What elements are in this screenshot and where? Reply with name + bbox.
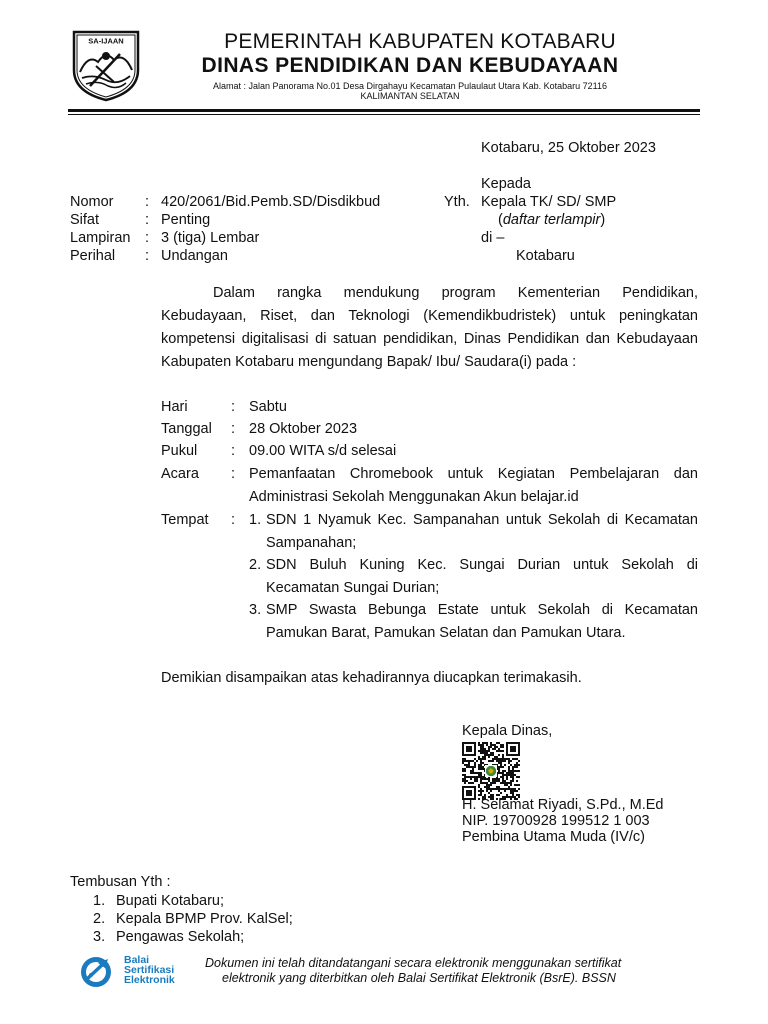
body-line-4: Kabupaten Kotabaru mengundang Bapak/ Ibu/ Saudara(i) pada : (161, 354, 577, 370)
body-line-3: kompetensi digitalisasi di satuan pendidikan, Dinas Pendidikan dan Kebudayaan (161, 331, 698, 347)
body-line-2: Kebudayaan, Riset, dan Teknologi (Kemendikbudristek) untuk peningkatan (161, 308, 698, 324)
meta-sifat-value: Penting (161, 212, 211, 228)
detail-pukul-value: 09.00 WITA s/d selesai (249, 443, 397, 459)
signatory-rank: Pembina Utama Muda (IV/c) (462, 829, 645, 845)
place-line-1: SDN 1 Nyamuk Kec. Sampanahan untuk Sekolah di Kecamatan (266, 512, 698, 528)
meta-lampiran-label: Lampiran (70, 230, 131, 246)
place-line-2: Pamukan Barat, Pamukan Selatan dan Pamukan Utara. (266, 625, 626, 641)
esign-note-line-2: elektronik yang diterbitkan oleh Balai Sertifikat Elektronik (BsrE). BSSN (222, 971, 616, 985)
closing-sentence: Demikian disampaikan atas kehadirannya diucapkan terimakasih. (161, 670, 582, 686)
cc-item: Pengawas Sekolah; (116, 929, 245, 945)
recipient-yth: Yth. (444, 194, 470, 210)
office-address: Alamat : Jalan Panorama No.01 Desa Dirgahayu Kecamatan Pulaulaut Utara Kab. Kotabaru 72116 (212, 81, 608, 91)
body-line-1: Dalam rangka mendukung program Kementerian Pendidikan, (213, 285, 698, 301)
detail-acara-line-2: Administrasi Sekolah Menggunakan Akun belajar.id (249, 489, 579, 505)
detail-acara-label: Acara (161, 466, 199, 482)
meta-colon: : (145, 212, 150, 228)
place-line-2: Sampanahan; (266, 535, 357, 551)
meta-colon: : (145, 230, 150, 246)
recipient-di: di – (481, 230, 505, 246)
meta-colon: : (145, 248, 150, 264)
office-name: DINAS PENDIDIKAN DAN KEBUDAYAAN (201, 54, 619, 77)
meta-colon: : (145, 194, 150, 210)
place-line-1: SMP Swasta Bebunga Estate untuk Sekolah di Kecamatan (266, 602, 698, 618)
cc-number: 2. (93, 911, 106, 927)
letter-date: Kotabaru, 25 Oktober 2023 (481, 140, 656, 156)
signature-title: Kepala Dinas, (462, 723, 553, 739)
meta-sifat-label: Sifat (70, 212, 100, 228)
detail-colon: : (231, 466, 236, 482)
recipient-note: (daftar terlampir) (498, 212, 606, 228)
recipient-place: Kotabaru (516, 248, 575, 264)
detail-acara-line-1: Pemanfaatan Chromebook untuk Kegiatan Pembelajaran dan (249, 466, 698, 482)
bsre-label-line-2: Sertifikasi (124, 964, 175, 976)
detail-colon: : (231, 399, 236, 415)
bsre-label-line-3: Elektronik (124, 974, 175, 986)
meta-lampiran-value: 3 (tiga) Lembar (161, 230, 260, 246)
letterhead-rule-thin (68, 114, 700, 115)
place-number: 1. (249, 512, 262, 528)
cc-number: 3. (93, 929, 106, 945)
recipient-kepada: Kepada (481, 176, 531, 192)
emblem-lettering: SA-IJAAN (88, 36, 124, 46)
signatory-nip: NIP. 19700928 199512 1 003 (462, 813, 650, 829)
detail-tanggal-value: 28 Oktober 2023 (249, 421, 358, 437)
meta-nomor-value: 420/2061/Bid.Pemb.SD/Disdikbud (161, 194, 381, 210)
place-number: 3. (249, 602, 262, 618)
cc-item: Kepala BPMP Prov. KalSel; (116, 911, 293, 927)
meta-nomor-label: Nomor (70, 194, 114, 210)
meta-perihal-label: Perihal (70, 248, 116, 264)
detail-pukul-label: Pukul (161, 443, 198, 459)
recipient-name: Kepala TK/ SD/ SMP (481, 194, 617, 210)
detail-colon: : (231, 443, 236, 459)
detail-colon: : (231, 421, 236, 437)
place-line-2: Kecamatan Sungai Durian; (266, 580, 440, 596)
detail-tanggal-label: Tanggal (161, 421, 212, 437)
bsre-logo-icon (78, 953, 118, 989)
detail-colon: : (231, 512, 236, 528)
cc-item: Bupati Kotabaru; (116, 893, 225, 909)
government-name: PEMERINTAH KABUPATEN KOTABARU (224, 30, 616, 53)
detail-hari-value: Sabtu (249, 399, 287, 415)
place-number: 2. (249, 557, 262, 573)
meta-perihal-value: Undangan (161, 248, 228, 264)
detail-tempat-label: Tempat (161, 512, 209, 528)
qr-code-signature-icon (462, 742, 520, 800)
signatory-name: H. Selamat Riyadi, S.Pd., M.Ed (462, 797, 664, 813)
cc-heading: Tembusan Yth : (70, 874, 171, 890)
bsre-label-line-1: Balai (124, 954, 150, 966)
recipient-note-text: daftar terlampir (502, 212, 601, 228)
detail-hari-label: Hari (161, 399, 188, 415)
letterhead-rule-thick (68, 109, 700, 112)
place-line-1: SDN Buluh Kuning Kec. Sungai Durian untuk Sekolah di (266, 557, 698, 573)
office-province: KALIMANTAN SELATAN (360, 91, 460, 101)
esign-note-line-1: Dokumen ini telah ditandatangani secara elektronik menggunakan sertifikat (205, 956, 622, 970)
cc-number: 1. (93, 893, 106, 909)
